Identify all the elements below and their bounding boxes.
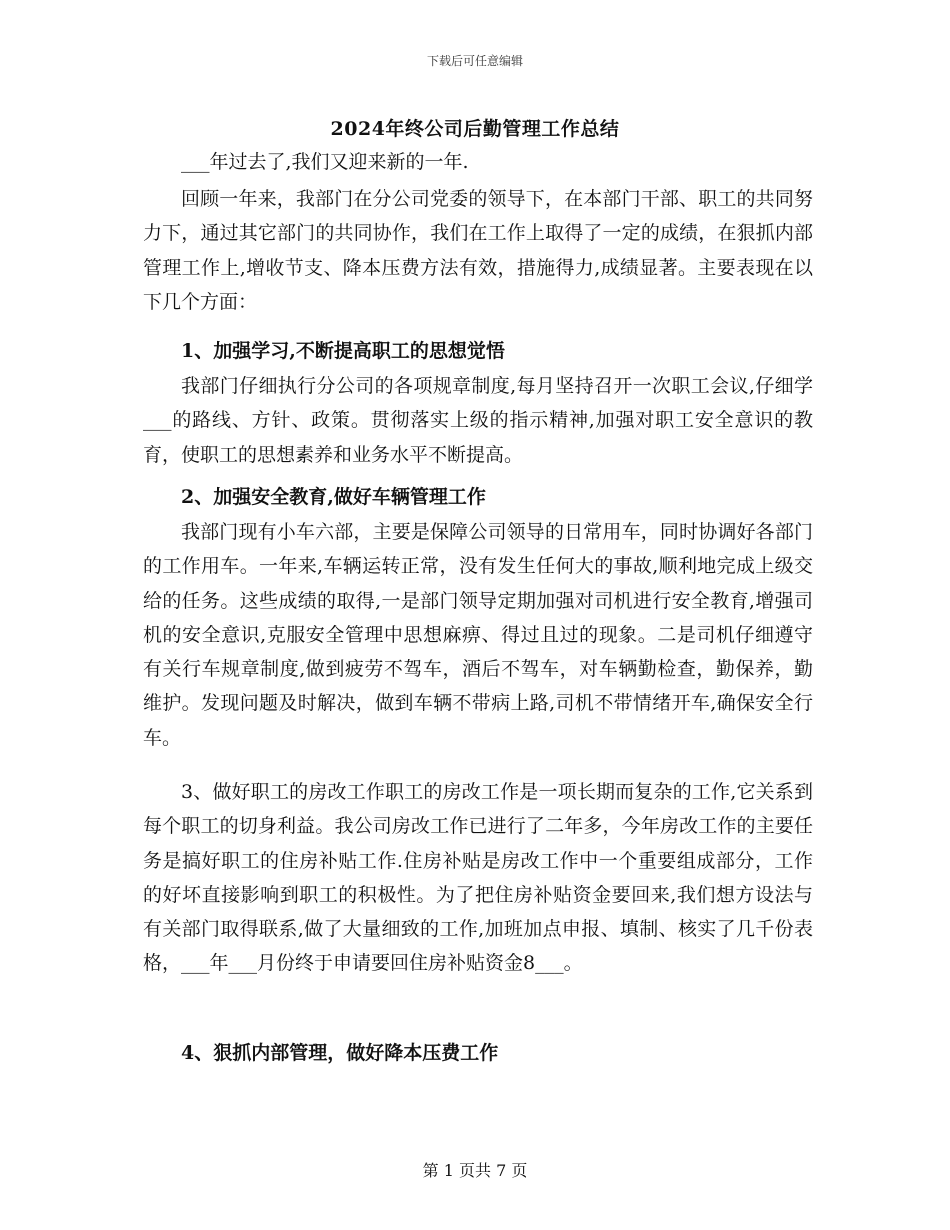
document-title: 2024年终公司后勤管理工作总结: [330, 118, 620, 140]
section-heading-4: 4、狠抓内部管理，做好降本压费工作: [181, 1042, 499, 1064]
paragraph-section-1: 我部门仔细执行分公司的各项规章制度,每月坚持召开一次职工会议,仔细学___的路线、方针、政策。贯彻落实上级的指示精神,加强对职工安全意识的教育，使职工的思想素养和业务水平不断提高。: [143, 375, 813, 466]
header-note: 下载后可任意编辑: [426, 54, 523, 68]
paragraph-intro: ___年过去了,我们又迎来新的一年.: [181, 151, 469, 173]
section-heading-2: 2、加强安全教育,做好车辆管理工作: [181, 486, 486, 508]
paragraph-review: 回顾一年来，我部门在分公司党委的领导下，在本部门干部、职工的共同努力下，通过其它部门的共同协作，我们在工作上取得了一定的成绩，在狠抓内部管理工作上,增收节支、降本压费方法有效，措施得力,成绩显著。主要表现在以下几个方面：: [143, 188, 813, 313]
page-footer: 第 1 页共 7 页: [422, 1161, 528, 1180]
paragraph-section-2: 我部门现有小车六部，主要是保障公司领导的日常用车，同时协调好各部门的工作用车。一年来,车辆运转正常，没有发生任何大的事故,顺利地完成上级交给的任务。这些成绩的取得,一是部门领导定期加强对司机进行安全教育,增强司机的安全意识,克服安全管理中思想麻痹、得过且过的现象。二是司机仔细遵守有关行车规章制度,做到疲劳不驾车，酒后不驾车，对车辆勤检查，勤保养，勤维护。发现问题及时解决，做到车辆不带病上路,司机不带情绪开车,确保安全行车。: [143, 521, 813, 749]
section-heading-1: 1、加强学习,不断提高职工的思想觉悟: [181, 340, 505, 362]
paragraph-section-3: 3、做好职工的房改工作职工的房改工作是一项长期而复杂的工作,它关系到每个职工的切身利益。我公司房改工作已进行了二年多，今年房改工作的主要任务是搞好职工的住房补贴工作.住房补贴是房改工作中一个重要组成部分，工作的好坏直接影响到职工的积极性。为了把住房补贴资金要回来,我们想方设法与有关部门取得联系,做了大量细致的工作,加班加点申报、填制、核实了几千份表格，___年___月份终于申请要回住房补贴资金8___。: [143, 781, 813, 975]
